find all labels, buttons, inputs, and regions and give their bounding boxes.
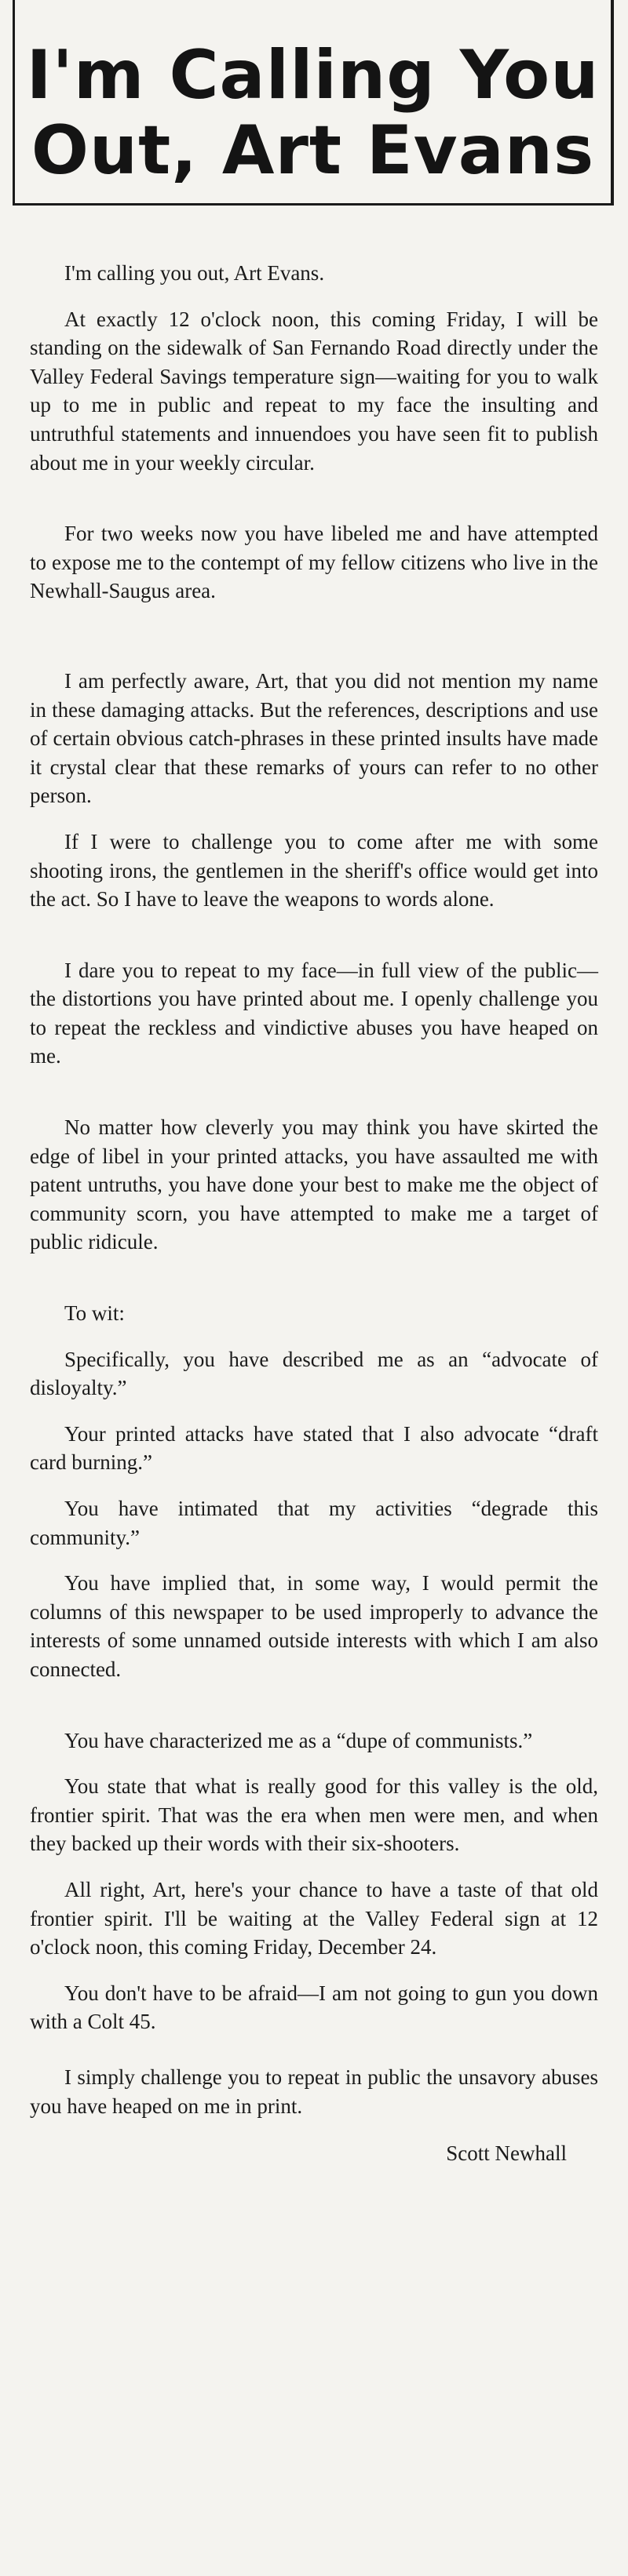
paragraph-libel-edge: No matter how cleverly you may think you have skirted the edge of libel in your printed attacks, you have assaulted me with patent untruths, you have done your best to make me the object of community scorn, you have attempted to make me a target of public ridicule.	[30, 1115, 598, 1254]
headline-line-1: I'm Calling You	[26, 36, 600, 115]
signature: Scott Newhall	[446, 2141, 567, 2166]
paragraph-draft-card: Your printed attacks have stated that I also advocate “draft card burning.”	[30, 1421, 598, 1475]
headline-line-2: Out, Art Evans	[31, 111, 595, 190]
paragraph-outside-interests: You have implied that, in some way, I would permit the columns of this newspaper to be used improperly to advance the interests of some unnamed outside interests with which I am also connected.	[30, 1571, 598, 1681]
paragraph-frontier-spirit: You state that what is really good for this valley is the old, frontier spirit. That was the era when men were men, and when they backed up their words with their six-shooters.	[30, 1774, 598, 1856]
article-body	[30, 259, 598, 2168]
headline-box	[13, 0, 614, 206]
paragraph-opening: I'm calling you out, Art Evans.	[64, 261, 325, 285]
paragraph-libel: For two weeks now you have libeled me and have attempted to expose me to the contempt of my fellow citizens who live in the Newhall-Saugus area.	[30, 522, 598, 603]
paragraph-degrade: You have intimated that my activities “degrade this community.”	[30, 1497, 598, 1549]
paragraph-final-challenge: I simply challenge you to repeat in public the unsavory abuses you have heaped on me in print.	[30, 2065, 598, 2118]
paragraph-colt: You don't have to be afraid—I am not going to gun you down with a Colt 45.	[30, 1981, 598, 2034]
paragraph-dare: I dare you to repeat to my face—in full view of the public—the distortions you have printed about me. I openly challenge you to repeat the reckless and vindictive abuses you have heaped on me.	[30, 958, 598, 1068]
paragraph-dupe: You have characterized me as a “dupe of communists.”	[64, 1728, 533, 1752]
paragraph-challenge-location: At exactly 12 o'clock noon, this coming Friday, I will be standing on the sidewalk of San Fernando Road directly under the Valley Federal Savings temperature sign—waiting for you to walk up to me in public and repeat to my face the insulting and untruthful statements and innuendoes you have seen fit to publish about me in your weekly circular.	[30, 307, 598, 475]
paragraph-shooting-irons: If I were to challenge you to come after me with some shooting irons, the gentlemen in the sheriff's office would get into the act. So I have to leave the weapons to words alone.	[30, 829, 598, 911]
paragraph-disloyalty: Specifically, you have described me as an “advocate of disloyalty.”	[30, 1347, 598, 1400]
paragraph-chance: All right, Art, here's your chance to have a taste of that old frontier spirit. I'll be waiting at the Valley Federal sign at 12 o'clock noon, this coming Friday, December 24.	[30, 1877, 598, 1959]
paragraph-to-wit: To wit:	[64, 1301, 125, 1326]
paragraph-name-not-mentioned: I am perfectly aware, Art, that you did not mention my name in these damaging attacks. But the references, descriptions and use of certain obvious catch-phrases in these printed insults have made it crystal clear that these remarks of yours can refer to no other person.	[30, 668, 598, 808]
